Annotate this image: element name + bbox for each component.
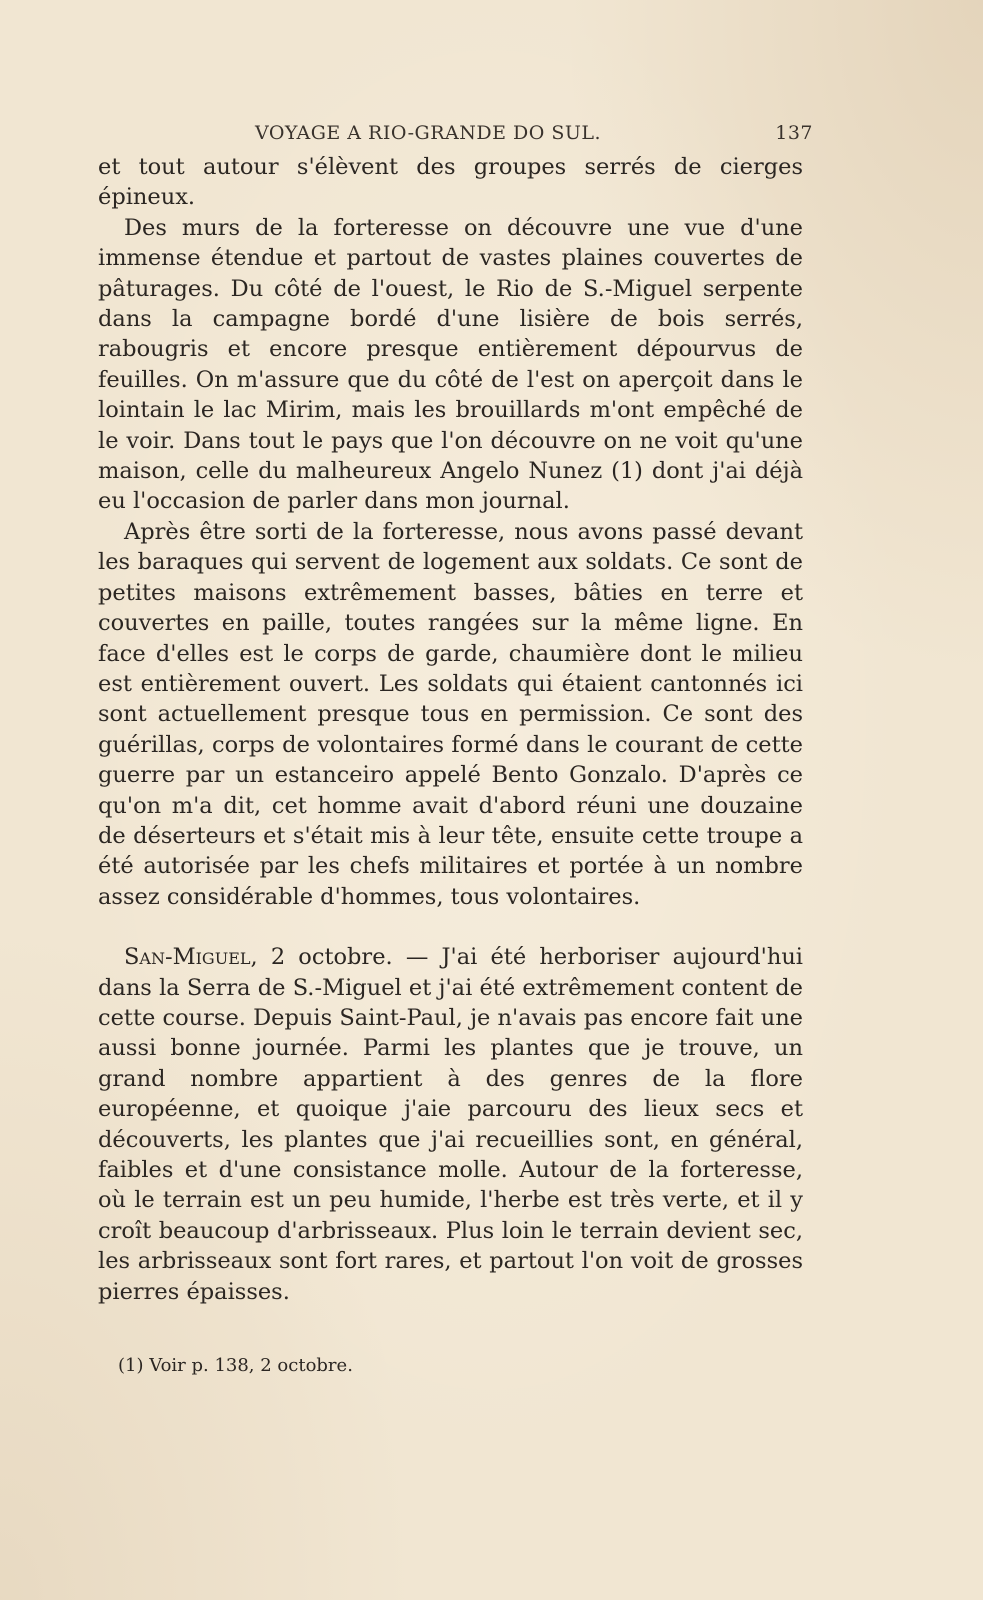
book-page: [98, 118, 813, 1307]
entry-place: San-Miguel: [124, 944, 251, 971]
section-gap: [98, 912, 803, 942]
footnote: (1) Voir p. 138, 2 octobre.: [118, 1355, 353, 1376]
entry-date: , 2 octobre. —: [250, 944, 442, 971]
body-text: [98, 152, 803, 1307]
paragraph: et tout autour s'élèvent des groupes serrés de cierges épineux.: [98, 154, 803, 211]
paragraph: Des murs de la forteresse on découvre une vue d'une immense étendue et partout de vastes plaines couvertes de pâturages. Du côté de l'ouest, le Rio de S.-Miguel serpente dans la campagne bordé d'une lisière de bois serrés, rabougris et encore presque entièrement dépourvus de feuilles. On m'assure que du côté de l'est on aperçoit dans le lointain le lac Mirim, mais les brouillards m'ont empêché de le voir. Dans tout le pays que l'on découvre on ne voit qu'une maison, celle du malheureux Angelo Nunez (1) dont j'ai déjà eu l'occasion de parler dans mon journal.: [98, 214, 803, 515]
entry-text: J'ai été herboriser aujourd'hui dans la Serra de S.-Miguel et j'ai été extrêmement content de cette course. Depuis Saint-Paul, je n'avais pas encore fait une aussi bonne journée. Parmi les plantes que je trouve, un grand nombre appartient à des genres de la flore européenne, et quoique j'aie parcouru des lieux secs et découverts, les plantes que j'ai recueillies sont, en général, faibles et d'une consistance molle. Autour de la forteresse, où le terrain est un peu humide, l'herbe est très verte, et il y croît beaucoup d'arbrisseaux. Plus loin le terrain devient sec, les arbrisseaux sont fort rares, et partout l'on voit de grosses pierres épaisses.: [98, 944, 804, 1305]
dated-entry: [98, 942, 803, 1307]
page-number: 137: [775, 122, 813, 144]
running-header: [98, 118, 813, 152]
running-title: VOYAGE A RIO-GRANDE DO SUL.: [254, 122, 602, 144]
paragraph: Après être sorti de la forteresse, nous avons passé devant les baraques qui servent de logement aux soldats. Ce sont de petites maisons extrêmement basses, bâties en terre et couvertes en paille, toutes rangées sur la même ligne. En face d'elles est le corps de garde, chaumière dont le milieu est entièrement ouvert. Les soldats qui étaient cantonnés ici sont actuellement presque tous en permission. Ce sont des guérillas, corps de volontaires formé dans le courant de cette guerre par un estanceiro appelé Bento Gonzalo. D'après ce qu'on m'a dit, cet homme avait d'abord réuni une douzaine de déserteurs et s'était mis à leur tête, ensuite cette troupe a été autorisée par les chefs militaires et portée à un nombre assez considérable d'hommes, tous volontaires.: [98, 518, 803, 910]
